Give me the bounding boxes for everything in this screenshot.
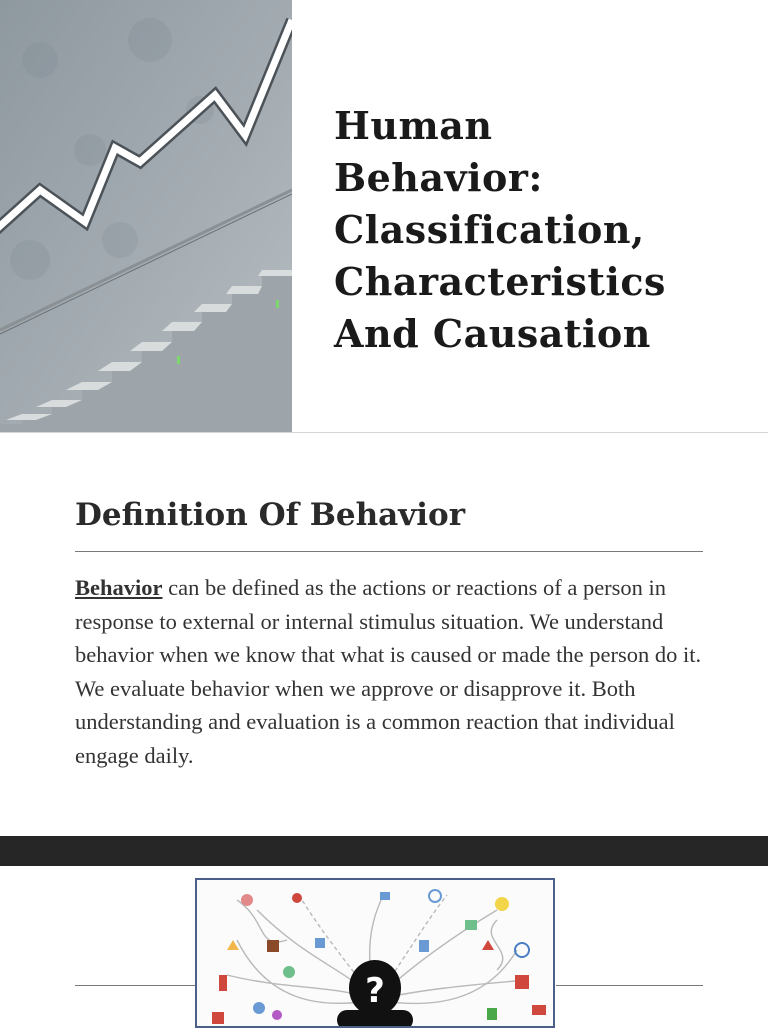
heading-underline	[75, 551, 703, 552]
left-rule	[75, 985, 195, 986]
right-rule	[556, 985, 703, 986]
stairs-graph-image	[0, 0, 292, 432]
behavior-illustration-image	[195, 878, 555, 1028]
behavior-term: Behavior	[75, 575, 163, 600]
definition-heading: Definition Of Behavior	[75, 497, 466, 533]
slide-title: Human Behavior: Classification, Characteristics And Causation	[334, 103, 666, 356]
question-mark: ?	[365, 971, 385, 1011]
definition-body-text: can be defined as the actions or reactions of a person in response to external or internal stimulus situation. We understand behavior when we know that what is caused or made the person do it. We evaluate behavior when we approve or disapprove it. Both understanding and evaluation is a common reaction that individual engage daily.	[75, 575, 702, 768]
definition-slide	[0, 433, 768, 835]
definition-paragraph	[75, 571, 715, 772]
illustration-slide	[0, 866, 768, 1024]
dark-band	[0, 836, 768, 866]
title-slide	[0, 0, 768, 432]
